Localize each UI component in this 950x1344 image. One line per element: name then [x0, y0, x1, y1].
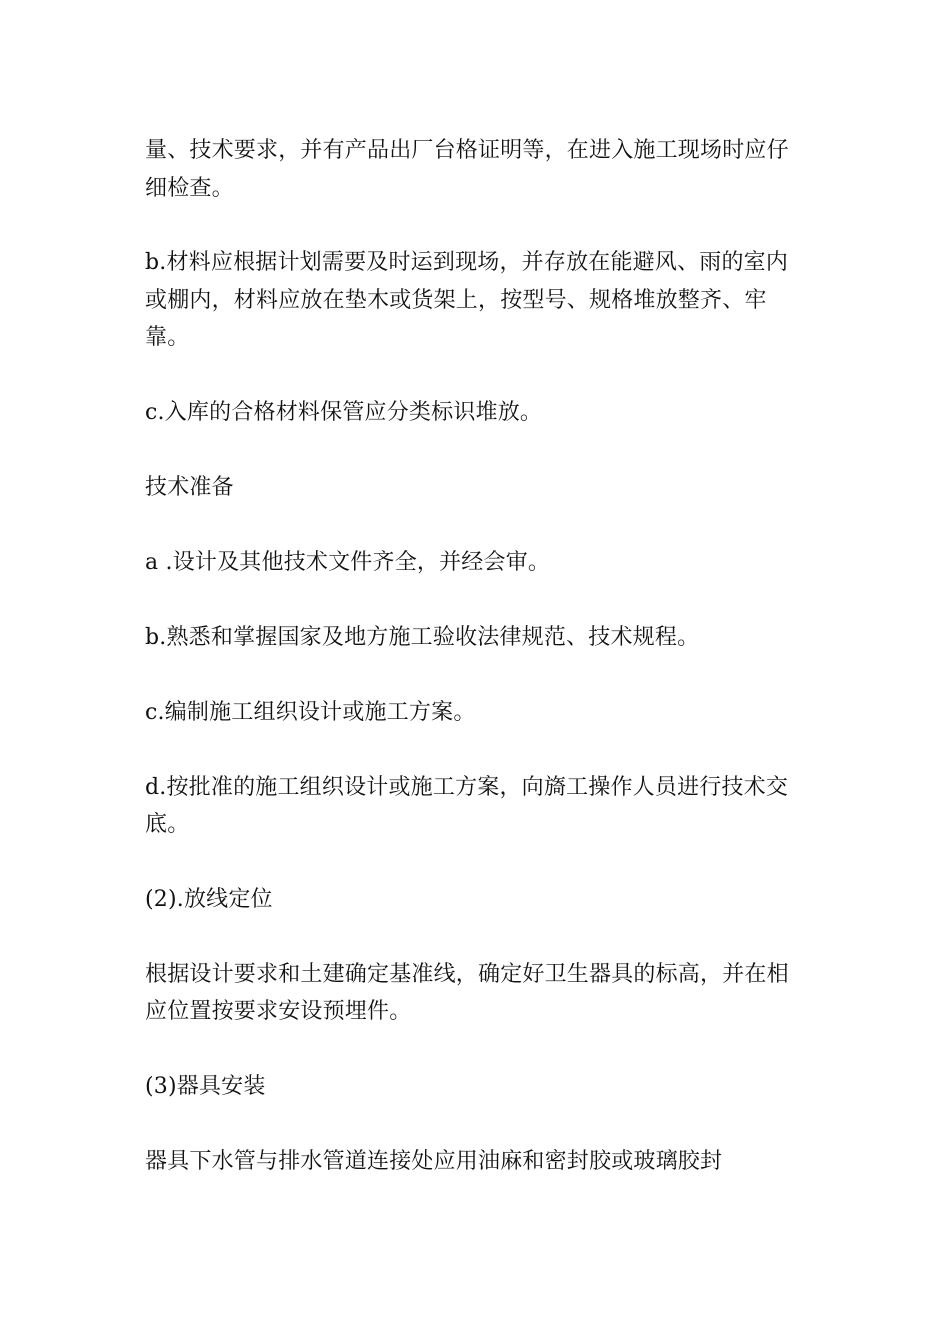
paragraph-design-documents: a .设计及其他技术文件齐全，并经会审。 — [145, 549, 551, 575]
paragraph-material-inspection: 量、技术要求，并有产品出厂台格证明等，在进入施工现场时应仔细检查。 — [145, 138, 789, 201]
section-heading-fixture-installation: (3)器具安装 — [145, 1073, 266, 1099]
paragraph-baseline-elevation: 根据设计要求和土建确定基准线，确定好卫生器具的标高，并在相应位置按要求安设预埋件。 — [145, 961, 789, 1024]
section-heading-technical-preparation: 技术准备 — [145, 474, 234, 500]
paragraph-construction-plan: c.编制施工组织设计或施工方案。 — [145, 699, 476, 725]
document-body — [145, 132, 810, 1180]
paragraph-technical-briefing: d.按批准的施工组织设计或施工方案，向旖工操作人员进行技术交底。 — [145, 774, 789, 837]
paragraph-regulations: b.熟悉和掌握国家及地方施工验收法律规范、技术规程。 — [145, 624, 700, 650]
paragraph-drain-connection: 器具下水管与排水管道连接处应用油麻和密封胶或玻璃胶封 — [145, 1148, 723, 1174]
paragraph-material-storage: b.材料应根据计划需要及时运到现场，并存放在能避风、雨的室内或棚内，材料应放在垫木或货架上，按型号、规格堆放整齐、牢靠。 — [145, 250, 789, 350]
paragraph-material-classification: c.入库的合格材料保管应分类标识堆放。 — [145, 399, 543, 425]
section-heading-layout-positioning: (2).放线定位 — [145, 886, 273, 912]
